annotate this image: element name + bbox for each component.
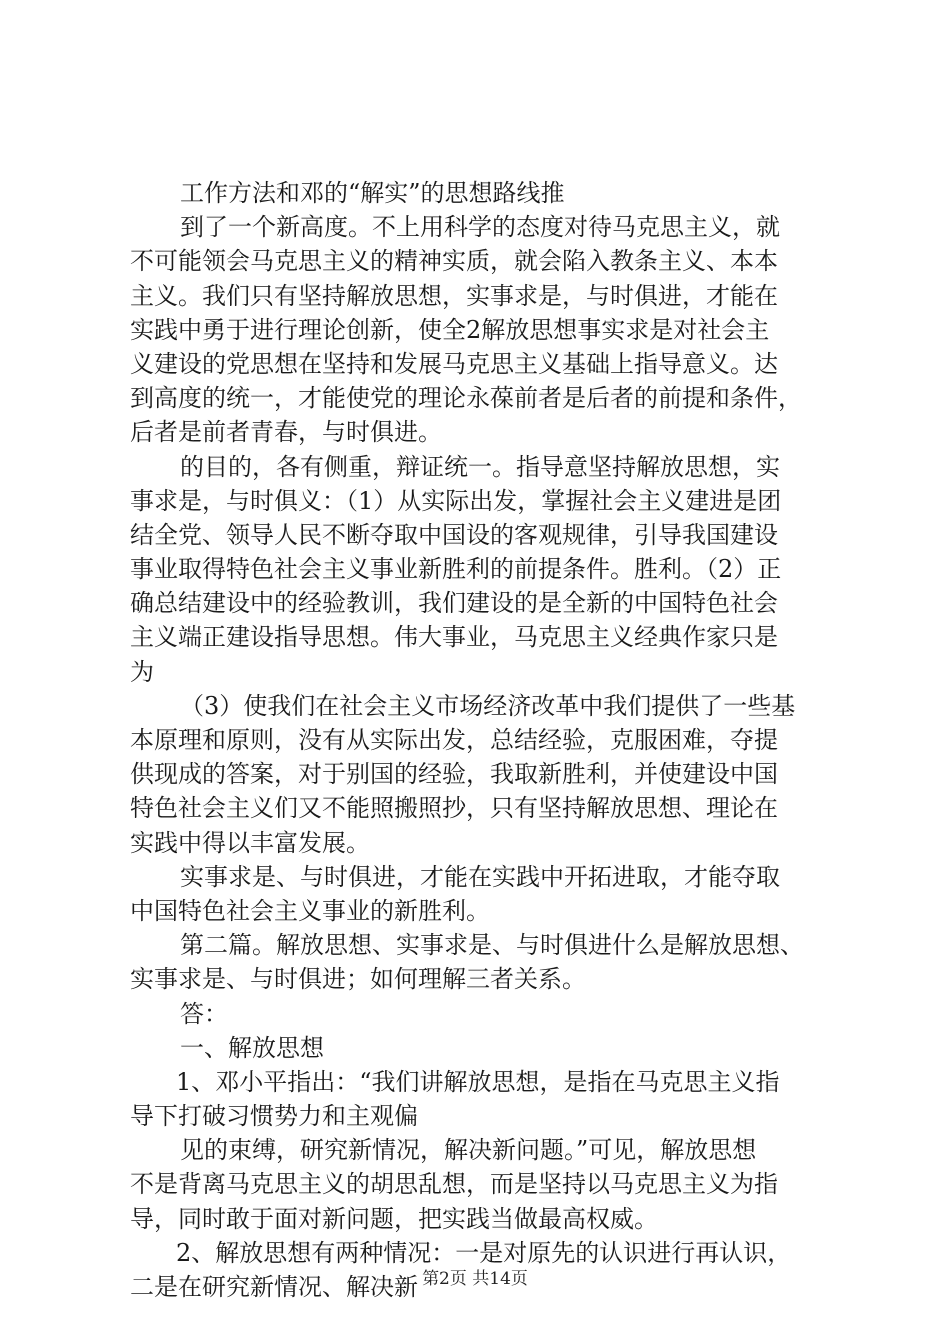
- document-body: [130, 176, 830, 1304]
- text-line: 主义端正建设指导思想。伟大事业，马克思主义经典作家只是: [130, 623, 778, 652]
- text-line: 义建设的党思想在坚持和发展马克思主义基础上指导意义。达: [130, 349, 778, 378]
- text-line: 二是在研究新情况、解决新: [130, 1273, 418, 1301]
- text-line: 实事求是、与时俱进，才能在实践中开拓进取，才能夺取: [180, 862, 780, 891]
- text-line: 工作方法和邓的“解实”的思想路线推: [180, 179, 565, 207]
- text-line: 第二篇。解放思想、实事求是、与时俱进什么是解放思想、: [180, 931, 804, 960]
- text-line: 的目的，各有侧重，辩证统一。指导意坚持解放思想，实: [180, 452, 780, 481]
- page-number: 第2页 共14页: [422, 1269, 528, 1289]
- text-line: 见的束缚，研究新情况，解决新问题。”可见，解放思想: [180, 1136, 757, 1165]
- text-line: 2、解放思想有两种情况：一是对原先的认识进行再认识，: [176, 1238, 792, 1267]
- text-line: 中国特色社会主义事业的新胜利。: [130, 896, 490, 925]
- text-line: 事求是，与时俱义：（1）从实际出发，掌握社会主义建进是团: [130, 486, 782, 515]
- text-line: 不可能领会马克思主义的精神实质，就会陷入教条主义、本本: [130, 247, 778, 276]
- text-line: 导，同时敢于面对新问题，把实践当做最高权威。: [130, 1204, 658, 1233]
- text-line: 确总结建设中的经验教训，我们建设的是全新的中国特色社会: [130, 589, 778, 618]
- text-line: 实践中勇于进行理论创新，使全2解放思想事实求是对社会主: [130, 315, 770, 344]
- text-line: 后者是前者青春，与时俱进。: [130, 418, 442, 447]
- text-line: 到高度的统一，才能使党的理论永葆前者是后者的前提和条件，: [130, 384, 802, 413]
- text-line: 实事求是、与时俱进；如何理解三者关系。: [130, 965, 586, 994]
- text-line: 结全党、领导人民不断夺取中国设的客观规律，引导我国建设: [130, 520, 778, 549]
- text-line: 导下打破习惯势力和主观偏: [130, 1102, 418, 1131]
- text-line: 到了一个新高度。不上用科学的态度对待马克思主义，就: [180, 213, 780, 242]
- text-line: （3）使我们在社会主义市场经济改革中我们提供了一些基: [180, 691, 796, 720]
- text-line: 实践中得以丰富发展。: [130, 828, 370, 857]
- text-line: 供现成的答案，对于别国的经验，我取新胜利，并使建设中国: [130, 760, 778, 789]
- text-line: 主义。我们只有坚持解放思想，实事求是，与时俱进，才能在: [130, 281, 778, 310]
- text-line: 本原理和原则，没有从实际出发，总结经验，克服困难，夺提: [130, 726, 778, 754]
- text-line: 特色社会主义们又不能照搬照抄，只有坚持解放思想、理论在: [130, 794, 778, 823]
- text-line: 答：: [180, 999, 228, 1028]
- text-line: 1、邓小平指出：“我们讲解放思想，是指在马克思主义指: [176, 1067, 780, 1096]
- text-line: 事业取得特色社会主义事业新胜利的前提条件。胜利。（2）正: [130, 555, 782, 584]
- text-line: 不是背离马克思主义的胡思乱想，而是坚持以马克思主义为指: [130, 1170, 778, 1199]
- section-heading: 一、解放思想: [180, 1033, 324, 1062]
- text-line: 为: [130, 657, 154, 686]
